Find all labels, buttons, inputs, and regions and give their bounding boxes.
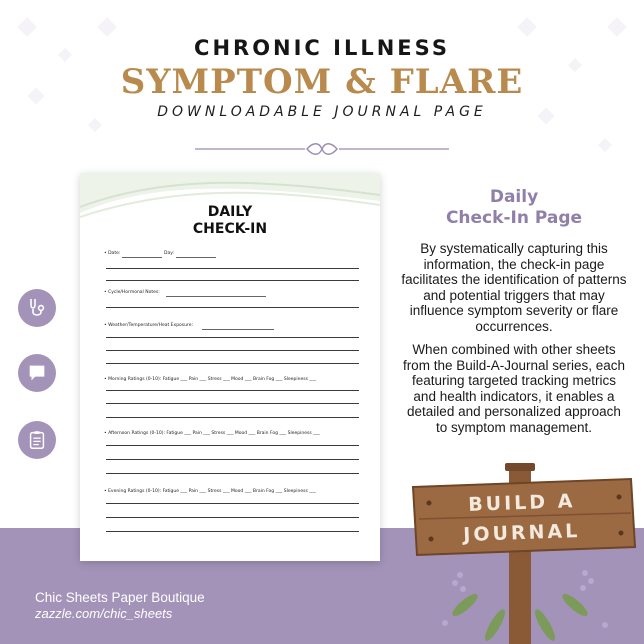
writing-line [106,403,359,404]
writing-line [106,307,359,308]
build-a-journal-signpost [405,455,640,644]
writing-line [106,390,359,391]
writing-line [106,459,359,460]
footer-brand: Chic Sheets Paper Boutique [35,590,205,605]
description-paragraph-1: By systematically capturing this information, the check-in page facilitates the identification of patterns and potential triggers that may influence symptom severity or flare occurrences. [401,241,627,334]
day-label: Day: [164,251,175,256]
journal-sheet [80,173,380,561]
cycle-label: • Cycle/Hormonal Notes: [104,290,160,295]
header-subtitle: DOWNLOADABLE JOURNAL PAGE [157,104,487,120]
writing-line [106,503,359,504]
writing-line [106,517,359,518]
header-line-1: CHRONIC ILLNESS [194,36,450,60]
writing-line [106,337,359,338]
writing-line [106,445,359,446]
weather-label: • Weather/Temperature/Heat Exposure: [104,323,194,328]
date-label: • Date: [104,251,121,256]
right-title-line-1: Daily [489,187,539,207]
afternoon-ratings-label: • Afternoon Ratings (0-10): Fatigue ___ Pain ___ Stress ___ Mood ___ Brain Fog ___ Sleepiness ___ [104,431,320,436]
writing-line [106,268,359,269]
ornament-divider [195,141,449,157]
writing-line [106,363,359,364]
writing-line [106,473,359,474]
description-paragraph-2: When combined with other sheets from the Build-A-Journal series, each featuring targeted tracking metrics and health indicators, it enables a detailed and personalized approach to symptom management. [402,342,626,435]
clipboard-icon [18,421,56,459]
signpost-line-1: BUILD A [467,490,576,516]
sheet-title-line-2: CHECK-IN [192,221,268,237]
speech-bubble-icon [18,354,56,392]
writing-line [106,417,359,418]
footer-url[interactable]: zazzle.com/chic_sheets [35,606,173,621]
morning-ratings-label: • Morning Ratings (0-10): Fatigue ___ Pain ___ Stress ___ Mood ___ Brain Fog ___ Sleepiness ___ [104,377,317,382]
evening-ratings-label: • Evening Ratings (0-10): Fatigue ___ Pain ___ Stress ___ Mood ___ Brain Fog ___ Sleepiness ___ [104,489,316,494]
stethoscope-icon [18,289,56,327]
sheet-title-line-1: DAILY [207,204,253,220]
writing-line [106,531,359,532]
signpost-line-2: JOURNAL [462,519,581,547]
writing-line [106,350,359,351]
right-title-line-2: Check-In Page [445,208,583,228]
header-title: SYMPTOM & FLARE [120,62,524,102]
writing-line [106,280,359,281]
